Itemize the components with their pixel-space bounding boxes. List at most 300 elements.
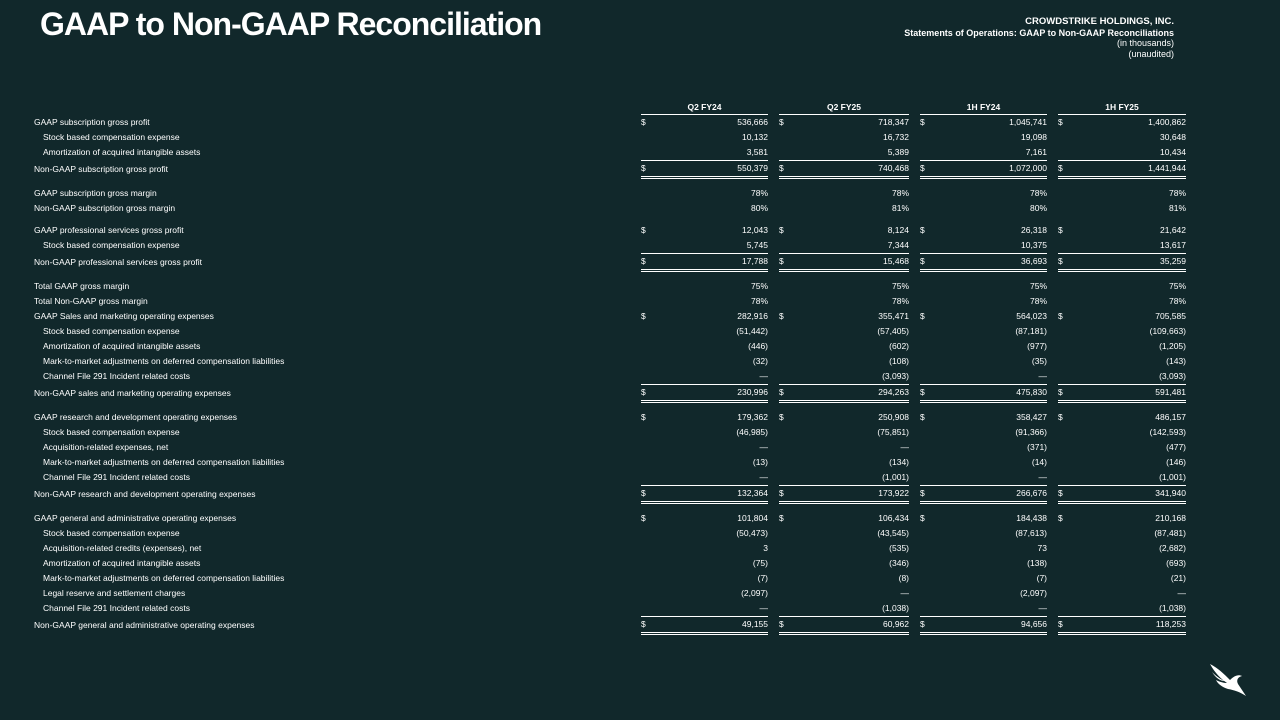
currency-symbol: $ xyxy=(1058,161,1078,178)
cell-value: 75% xyxy=(1029,281,1047,291)
currency-symbol: $ xyxy=(779,617,799,634)
currency-symbol: $ xyxy=(641,254,661,271)
cell-value: 718,347 xyxy=(878,117,909,127)
table-row xyxy=(34,425,1186,440)
cell-value: 78% xyxy=(750,188,768,198)
table-row xyxy=(34,601,1186,617)
cell-value: (1,205) xyxy=(1159,341,1186,351)
currency-symbol xyxy=(1058,354,1078,369)
currency-symbol: $ xyxy=(920,254,940,271)
cell-value: 486,157 xyxy=(1155,412,1186,422)
currency-symbol xyxy=(1058,571,1078,586)
table-row xyxy=(34,254,1186,271)
currency-symbol xyxy=(779,526,799,541)
row-label: GAAP subscription gross margin xyxy=(34,188,157,198)
cell-value: 80% xyxy=(750,203,768,213)
currency-symbol xyxy=(779,130,799,145)
cell-value: 78% xyxy=(891,296,909,306)
table-row xyxy=(34,556,1186,571)
currency-symbol xyxy=(920,201,940,216)
currency-symbol xyxy=(641,354,661,369)
falcon-icon xyxy=(1208,662,1248,698)
currency-symbol: $ xyxy=(920,311,925,321)
currency-symbol: $ xyxy=(641,161,661,178)
cell-value: (75,851) xyxy=(877,427,909,437)
cell-value: 106,434 xyxy=(878,513,909,523)
cell-value: (13) xyxy=(752,457,768,467)
cell-value: 173,922 xyxy=(799,486,909,503)
spacer-row xyxy=(34,178,1186,187)
currency-symbol: $ xyxy=(779,117,784,127)
currency-symbol: $ xyxy=(1058,486,1078,503)
currency-symbol xyxy=(1058,556,1078,571)
currency-symbol: $ xyxy=(641,385,661,402)
row-label: Non-GAAP professional services gross profit xyxy=(34,256,203,267)
currency-symbol: $ xyxy=(779,225,784,235)
cell-value: 15,468 xyxy=(799,254,909,271)
row-label: GAAP professional services gross profit xyxy=(34,225,184,235)
row-label: Acquisition-related expenses, net xyxy=(43,442,169,452)
currency-symbol xyxy=(1058,586,1078,601)
row-label: Non-GAAP sales and marketing operating expenses xyxy=(34,387,231,398)
cell-value: (2,097) xyxy=(1020,588,1047,598)
cell-value: 475,830 xyxy=(940,385,1047,402)
cell-value: 179,362 xyxy=(737,412,768,422)
table-row xyxy=(34,385,1186,402)
table-row xyxy=(34,369,1186,385)
row-label: GAAP subscription gross profit xyxy=(34,116,150,127)
table-row xyxy=(34,571,1186,586)
currency-symbol xyxy=(641,455,661,470)
cell-value: (50,473) xyxy=(736,528,768,538)
cell-value: — xyxy=(940,601,1047,617)
cell-value: — xyxy=(661,369,768,385)
spacer-row xyxy=(34,503,1186,512)
row-label: Stock based compensation expense xyxy=(43,132,180,142)
currency-symbol xyxy=(920,369,940,385)
currency-symbol xyxy=(920,425,940,440)
table-row xyxy=(34,115,1186,131)
cell-value: 250,908 xyxy=(878,412,909,422)
statement-header xyxy=(904,17,1174,59)
table-row xyxy=(34,309,1186,324)
currency-symbol xyxy=(920,294,940,309)
row-label: GAAP research and development operating expenses xyxy=(34,412,238,422)
cell-value: 358,427 xyxy=(1016,412,1047,422)
cell-value: 8,124 xyxy=(887,225,909,235)
cell-value: (1,001) xyxy=(799,470,909,486)
currency-symbol xyxy=(1058,455,1078,470)
currency-symbol xyxy=(779,201,799,216)
cell-value: 118,253 xyxy=(1078,617,1186,634)
cell-value: 60,962 xyxy=(799,617,909,634)
table-row xyxy=(34,410,1186,425)
currency-symbol: $ xyxy=(920,225,925,235)
cell-value: 1,045,741 xyxy=(1009,117,1047,127)
currency-symbol xyxy=(1058,601,1078,617)
currency-symbol: $ xyxy=(641,617,661,634)
currency-symbol xyxy=(641,440,661,455)
cell-value: (7) xyxy=(757,573,768,583)
currency-symbol xyxy=(920,440,940,455)
table-row xyxy=(34,455,1186,470)
cell-value: (977) xyxy=(1027,341,1047,351)
currency-symbol xyxy=(1058,201,1078,216)
table-row xyxy=(34,511,1186,526)
currency-symbol: $ xyxy=(779,513,784,523)
cell-value: 75% xyxy=(891,281,909,291)
cell-value: 75% xyxy=(1168,281,1186,291)
currency-symbol xyxy=(779,455,799,470)
table-row xyxy=(34,223,1186,238)
cell-value: 591,481 xyxy=(1078,385,1186,402)
row-label: Amortization of acquired intangible assets xyxy=(43,558,201,568)
cell-value: (2,682) xyxy=(1159,543,1186,553)
row-label: Channel File 291 Incident related costs xyxy=(43,371,190,382)
table-row xyxy=(34,324,1186,339)
currency-symbol xyxy=(641,201,661,216)
cell-value: 1,441,944 xyxy=(1078,161,1186,178)
row-label: Total Non-GAAP gross margin xyxy=(34,296,148,306)
currency-symbol xyxy=(920,571,940,586)
table-row xyxy=(34,354,1186,369)
cell-value: (3,093) xyxy=(1078,369,1186,385)
cell-value: 10,132 xyxy=(742,132,768,142)
reconciliation-table xyxy=(34,101,1186,635)
cell-value: (87,181) xyxy=(1015,326,1047,336)
cell-value: (87,613) xyxy=(1015,528,1047,538)
row-label: Mark-to-market adjustments on deferred compensation liabilities xyxy=(43,356,285,366)
currency-symbol xyxy=(641,130,661,145)
currency-symbol xyxy=(1058,130,1078,145)
cell-value: (1,038) xyxy=(1078,601,1186,617)
currency-symbol xyxy=(1058,279,1078,294)
cell-value: 78% xyxy=(750,296,768,306)
table-header-row xyxy=(34,101,1186,115)
cell-value: 19,098 xyxy=(1021,132,1047,142)
cell-value: 10,375 xyxy=(940,238,1047,254)
currency-symbol xyxy=(1058,186,1078,201)
currency-symbol: $ xyxy=(1058,225,1063,235)
cell-value: 49,155 xyxy=(661,617,768,634)
currency-symbol xyxy=(920,541,940,556)
row-label: Acquisition-related credits (expenses), net xyxy=(43,543,202,553)
cell-value: 35,259 xyxy=(1078,254,1186,271)
currency-symbol xyxy=(779,601,799,617)
currency-symbol xyxy=(641,601,661,617)
currency-symbol xyxy=(779,369,799,385)
cell-value: (1,001) xyxy=(1078,470,1186,486)
currency-symbol xyxy=(920,145,940,161)
currency-symbol xyxy=(1058,440,1078,455)
currency-symbol xyxy=(920,354,940,369)
cell-value: (371) xyxy=(1027,442,1047,452)
currency-symbol xyxy=(641,556,661,571)
page-title: GAAP to Non-GAAP Reconciliation xyxy=(40,6,542,42)
table-row xyxy=(34,186,1186,201)
currency-symbol xyxy=(920,470,940,486)
currency-symbol xyxy=(1058,526,1078,541)
currency-symbol: $ xyxy=(779,486,799,503)
currency-symbol xyxy=(1058,470,1078,486)
currency-symbol xyxy=(779,470,799,486)
currency-symbol xyxy=(1058,324,1078,339)
currency-symbol: $ xyxy=(779,254,799,271)
currency-symbol: $ xyxy=(641,117,646,127)
cell-value: 10,434 xyxy=(1078,145,1186,161)
audit-note: (unaudited) xyxy=(1128,48,1174,59)
cell-value: 13,617 xyxy=(1078,238,1186,254)
row-label: Mark-to-market adjustments on deferred compensation liabilities xyxy=(43,457,285,467)
cell-value: 36,693 xyxy=(940,254,1047,271)
currency-symbol: $ xyxy=(641,225,646,235)
cell-value: 12,043 xyxy=(742,225,768,235)
cell-value: (146) xyxy=(1166,457,1186,467)
cell-value: (109,663) xyxy=(1149,326,1186,336)
cell-value: 740,468 xyxy=(799,161,909,178)
cell-value: (346) xyxy=(889,558,909,568)
currency-symbol xyxy=(920,455,940,470)
row-label: Stock based compensation expense xyxy=(43,427,180,437)
label-header xyxy=(34,101,641,115)
currency-symbol xyxy=(920,556,940,571)
cell-value: 5,745 xyxy=(661,238,768,254)
cell-value: (51,442) xyxy=(736,326,768,336)
currency-symbol xyxy=(779,440,799,455)
cell-value: 21,642 xyxy=(1160,225,1186,235)
table-row xyxy=(34,526,1186,541)
cell-value: — xyxy=(759,442,768,452)
currency-symbol xyxy=(641,324,661,339)
currency-symbol xyxy=(779,324,799,339)
row-label: Stock based compensation expense xyxy=(43,240,180,251)
cell-value: 101,804 xyxy=(737,513,768,523)
currency-symbol xyxy=(641,586,661,601)
currency-symbol xyxy=(920,339,940,354)
cell-value: (138) xyxy=(1027,558,1047,568)
cell-value: 5,389 xyxy=(799,145,909,161)
table-row xyxy=(34,486,1186,503)
table-row xyxy=(34,145,1186,161)
spacer-row xyxy=(34,216,1186,223)
cell-value: — xyxy=(900,442,909,452)
currency-symbol xyxy=(779,541,799,556)
currency-symbol xyxy=(1058,369,1078,385)
cell-value: 7,161 xyxy=(940,145,1047,161)
row-label: Non-GAAP subscription gross margin xyxy=(34,203,176,213)
cell-value: — xyxy=(661,601,768,617)
cell-value: (602) xyxy=(889,341,909,351)
currency-symbol xyxy=(779,354,799,369)
cell-value: 78% xyxy=(891,188,909,198)
cell-value: (693) xyxy=(1166,558,1186,568)
currency-symbol xyxy=(920,130,940,145)
cell-value: 341,940 xyxy=(1078,486,1186,503)
currency-symbol xyxy=(641,186,661,201)
currency-symbol xyxy=(641,238,661,254)
cell-value: — xyxy=(661,470,768,486)
cell-value: 230,996 xyxy=(661,385,768,402)
cell-value: — xyxy=(900,588,909,598)
currency-symbol xyxy=(779,145,799,161)
currency-symbol: $ xyxy=(920,617,940,634)
currency-symbol xyxy=(779,186,799,201)
cell-value: 282,916 xyxy=(737,311,768,321)
currency-symbol xyxy=(641,571,661,586)
cell-value: (32) xyxy=(752,356,768,366)
row-label: Total GAAP gross margin xyxy=(34,281,130,291)
row-label: Non-GAAP research and development operating expenses xyxy=(34,488,256,499)
cell-value: 80% xyxy=(1029,203,1047,213)
table-row xyxy=(34,440,1186,455)
currency-symbol xyxy=(1058,145,1078,161)
cell-value: 184,438 xyxy=(1016,513,1047,523)
cell-value: (142,593) xyxy=(1149,427,1186,437)
column-header: Q2 FY25 xyxy=(779,101,909,115)
cell-value: 550,379 xyxy=(661,161,768,178)
cell-value: (7) xyxy=(1036,573,1047,583)
cell-value: 3 xyxy=(763,543,768,553)
currency-symbol xyxy=(641,145,661,161)
cell-value: 73 xyxy=(1037,543,1047,553)
cell-value: 355,471 xyxy=(878,311,909,321)
column-header: 1H FY24 xyxy=(920,101,1047,115)
row-label: Non-GAAP subscription gross profit xyxy=(34,163,169,174)
cell-value: 7,344 xyxy=(799,238,909,254)
table-row xyxy=(34,130,1186,145)
spacer-row xyxy=(34,402,1186,411)
currency-symbol xyxy=(641,425,661,440)
currency-symbol xyxy=(641,470,661,486)
cell-value: 1,400,862 xyxy=(1148,117,1186,127)
table-row xyxy=(34,470,1186,486)
currency-symbol: $ xyxy=(1058,617,1078,634)
column-header: Q2 FY24 xyxy=(641,101,768,115)
column-header: 1H FY25 xyxy=(1058,101,1186,115)
currency-symbol: $ xyxy=(779,412,784,422)
cell-value: 294,263 xyxy=(799,385,909,402)
table-row xyxy=(34,161,1186,178)
row-label: Amortization of acquired intangible assets xyxy=(43,147,201,158)
cell-value: (35) xyxy=(1031,356,1047,366)
cell-value: — xyxy=(940,369,1047,385)
cell-value: (91,366) xyxy=(1015,427,1047,437)
cell-value: (57,405) xyxy=(877,326,909,336)
currency-symbol xyxy=(1058,425,1078,440)
row-label: Mark-to-market adjustments on deferred compensation liabilities xyxy=(43,573,285,583)
currency-symbol xyxy=(920,279,940,294)
table-row xyxy=(34,238,1186,254)
statement-subtitle: Statements of Operations: GAAP to Non-GAAP Reconciliations xyxy=(904,27,1174,38)
currency-symbol xyxy=(1058,339,1078,354)
row-label: Legal reserve and settlement charges xyxy=(43,588,186,598)
row-label: GAAP Sales and marketing operating expenses xyxy=(34,311,214,321)
currency-symbol: $ xyxy=(920,486,940,503)
currency-symbol xyxy=(1058,541,1078,556)
row-label: Stock based compensation expense xyxy=(43,326,180,336)
units-note: (in thousands) xyxy=(1116,38,1174,48)
cell-value: 16,732 xyxy=(883,132,909,142)
cell-value: 78% xyxy=(1029,296,1047,306)
cell-value: (446) xyxy=(748,341,768,351)
currency-symbol xyxy=(641,541,661,556)
row-label: GAAP general and administrative operating expenses xyxy=(34,513,237,523)
currency-symbol xyxy=(920,601,940,617)
cell-value: (87,481) xyxy=(1154,528,1186,538)
currency-symbol xyxy=(920,186,940,201)
currency-symbol: $ xyxy=(641,513,646,523)
currency-symbol: $ xyxy=(641,412,646,422)
currency-symbol: $ xyxy=(1058,254,1078,271)
currency-symbol: $ xyxy=(1058,412,1063,422)
currency-symbol xyxy=(779,238,799,254)
currency-symbol xyxy=(920,324,940,339)
currency-symbol xyxy=(779,294,799,309)
cell-value: (75) xyxy=(752,558,768,568)
cell-value: (1,038) xyxy=(799,601,909,617)
cell-value: 210,168 xyxy=(1155,513,1186,523)
currency-symbol xyxy=(779,425,799,440)
cell-value: (46,985) xyxy=(736,427,768,437)
table-row xyxy=(34,201,1186,216)
cell-value: 26,318 xyxy=(1021,225,1047,235)
cell-value: (143) xyxy=(1166,356,1186,366)
cell-value: (8) xyxy=(898,573,909,583)
table-row xyxy=(34,586,1186,601)
currency-symbol: $ xyxy=(920,117,925,127)
cell-value: 75% xyxy=(750,281,768,291)
cell-value: (3,093) xyxy=(799,369,909,385)
cell-value: 266,676 xyxy=(940,486,1047,503)
currency-symbol xyxy=(641,279,661,294)
currency-symbol xyxy=(641,369,661,385)
currency-symbol: $ xyxy=(641,311,646,321)
row-label: Channel File 291 Incident related costs xyxy=(43,603,190,614)
currency-symbol xyxy=(1058,238,1078,254)
currency-symbol: $ xyxy=(920,161,940,178)
cell-value: (535) xyxy=(889,543,909,553)
cell-value: 536,666 xyxy=(737,117,768,127)
spacer-row xyxy=(34,271,1186,280)
currency-symbol xyxy=(641,526,661,541)
cell-value: — xyxy=(940,470,1047,486)
currency-symbol: $ xyxy=(920,412,925,422)
cell-value: (21) xyxy=(1170,573,1186,583)
cell-value: 78% xyxy=(1029,188,1047,198)
cell-value: 17,788 xyxy=(661,254,768,271)
currency-symbol: $ xyxy=(920,385,940,402)
table-body xyxy=(34,115,1186,634)
currency-symbol: $ xyxy=(779,311,784,321)
currency-symbol: $ xyxy=(1058,117,1063,127)
row-label: Amortization of acquired intangible assets xyxy=(43,341,201,351)
company-name: CROWDSTRIKE HOLDINGS, INC. xyxy=(1025,16,1174,27)
cell-value: 705,585 xyxy=(1155,311,1186,321)
currency-symbol xyxy=(641,339,661,354)
cell-value: (108) xyxy=(889,356,909,366)
table-row xyxy=(34,294,1186,309)
cell-value: 3,581 xyxy=(661,145,768,161)
row-label: Channel File 291 Incident related costs xyxy=(43,472,190,483)
currency-symbol xyxy=(779,556,799,571)
cell-value: (43,545) xyxy=(877,528,909,538)
currency-symbol: $ xyxy=(641,486,661,503)
currency-symbol: $ xyxy=(779,161,799,178)
currency-symbol xyxy=(920,238,940,254)
cell-value: 81% xyxy=(891,203,909,213)
currency-symbol xyxy=(1058,294,1078,309)
currency-symbol: $ xyxy=(1058,385,1078,402)
